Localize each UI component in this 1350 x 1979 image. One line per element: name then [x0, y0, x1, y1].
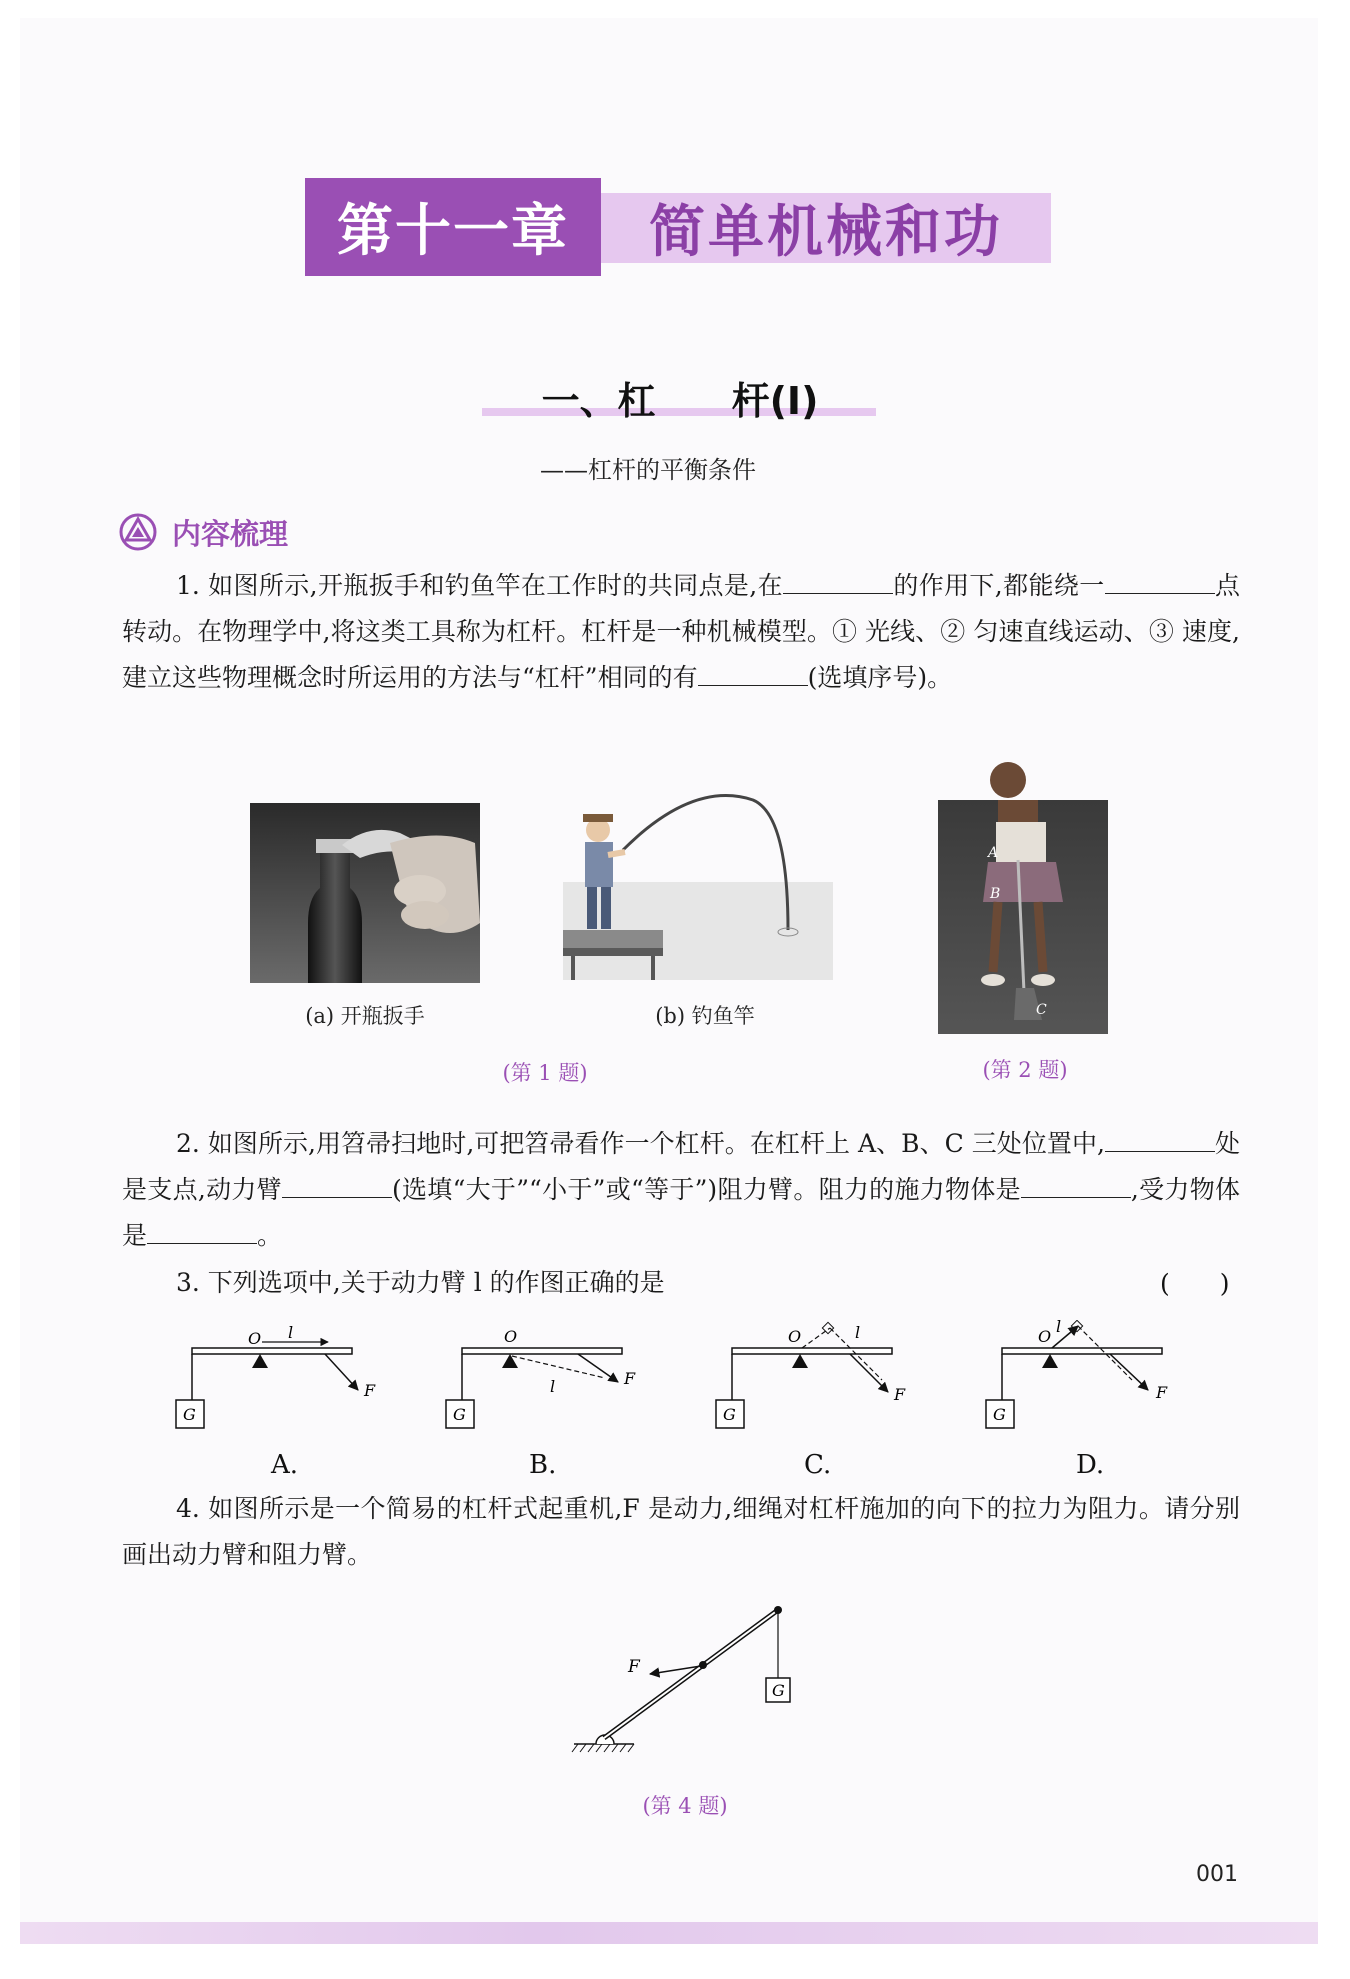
diagram-option-b [446, 1327, 636, 1428]
option-c-label[interactable]: C. [804, 1450, 832, 1480]
q3-text: 3. 下列选项中,关于动力臂 l 的作图正确的是 [176, 1268, 665, 1297]
q1-text-1: 1. 如图所示,开瓶扳手和钓鱼竿在工作时的共同点是,在 [176, 571, 783, 600]
q1-blank-2[interactable] [1105, 571, 1215, 594]
q1-blank-3[interactable] [698, 663, 808, 686]
figure-caption-q4: (第 4 题) [642, 1794, 728, 1818]
chapter-title-box [601, 193, 1051, 263]
triangle-circle-icon [118, 512, 158, 552]
option-a-label[interactable]: A. [271, 1450, 299, 1480]
question-2 [122, 1121, 1240, 1259]
broom-point-a: A [988, 845, 999, 861]
diagram-option-d [986, 1320, 1168, 1428]
label-f: F [364, 1381, 376, 1400]
label-g: G [993, 1405, 1006, 1424]
label-g: G [723, 1405, 736, 1424]
q2-blank-1[interactable] [1105, 1129, 1215, 1152]
label-o: O [504, 1327, 518, 1346]
q2-blank-3[interactable] [1021, 1175, 1131, 1198]
label-o: O [788, 1327, 802, 1346]
q2-text-5: 。 [257, 1221, 283, 1250]
q4-label-g: G [772, 1681, 785, 1700]
label-f: F [894, 1385, 906, 1404]
label-l: l [550, 1377, 556, 1396]
q1-blank-1[interactable] [783, 571, 893, 594]
section-title: 一、杠 杆(Ⅰ) [541, 379, 819, 423]
broom-point-c: C [1036, 1002, 1047, 1018]
content-heading [118, 510, 288, 554]
figure-a-label: (a) 开瓶扳手 [305, 1004, 425, 1028]
figure-caption-q2: (第 2 题) [982, 1058, 1068, 1082]
question-4 [122, 1486, 1240, 1578]
q2-text-2: 处是支点,动力臂 [122, 1129, 1240, 1204]
q2-blank-4[interactable] [147, 1221, 257, 1244]
chapter-number: 第十一章 [337, 199, 569, 264]
label-o: O [1038, 1327, 1052, 1346]
page-number: 001 [1196, 1862, 1238, 1887]
q1-text-3: 点转动。在物理学中,将这类工具称为杠杆。杠杆是一种机械模型。① 光线、② 匀速直线运动、③ 速度,建立这些物理概念时所运用的方法与“杠杆”相同的有 [122, 571, 1240, 692]
diagram-option-c [716, 1322, 906, 1428]
q2-text-3: (选填“大于”“小于”或“等于”)阻力臂。阻力的施力物体是 [391, 1175, 1021, 1204]
figure-caption-q1: (第 1 题) [502, 1061, 588, 1085]
section-subtitle: ——杠杆的平衡条件 [540, 456, 756, 484]
label-f: F [1156, 1383, 1168, 1402]
diagram-option-a [176, 1323, 376, 1428]
q4-label-f: F [628, 1657, 640, 1677]
q1-text-2: 的作用下,都能绕一 [892, 571, 1105, 600]
question-1 [122, 563, 1240, 701]
q3-answer-bracket[interactable]: ( ) [1160, 1269, 1230, 1298]
broom-point-b: B [990, 886, 1001, 902]
q4-text: 4. 如图所示是一个简易的杠杆式起重机,F 是动力,细绳对杠杆施加的向下的拉力为阻力。请分别画出动力臂和阻力臂。 [122, 1494, 1240, 1569]
bottle-opener-photo [250, 803, 480, 983]
figure-b-label: (b) 钓鱼竿 [655, 1004, 755, 1028]
q2-text-1: 2. 如图所示,用笤帚扫地时,可把笤帚看作一个杠杆。在杠杆上 A、B、C 三处位置中, [176, 1129, 1105, 1158]
label-l: l [1056, 1320, 1062, 1336]
chapter-title: 简单机械和功 [649, 200, 1003, 265]
label-l: l [288, 1323, 294, 1342]
label-g: G [183, 1405, 196, 1424]
chapter-number-box [305, 178, 601, 276]
q2-blank-2[interactable] [282, 1175, 392, 1198]
broom-sweeping-photo [938, 752, 1108, 1034]
option-d-label[interactable]: D. [1076, 1450, 1105, 1480]
label-o: O [248, 1329, 262, 1348]
label-l: l [855, 1323, 861, 1342]
q1-text-4: (选填序号)。 [807, 663, 953, 692]
content-heading-text: 内容梳理 [172, 516, 289, 551]
fishing-rod-illustration [563, 780, 833, 980]
label-f: F [624, 1369, 636, 1388]
q2-text-4: ,受力物体是 [122, 1175, 1240, 1250]
q4-crane-diagram [560, 1598, 800, 1758]
option-b-label[interactable]: B. [529, 1450, 557, 1480]
q3-lever-diagrams [170, 1320, 1230, 1450]
question-3 [122, 1260, 1122, 1306]
label-g: G [453, 1405, 466, 1424]
bottom-decor-band [20, 1922, 1318, 1944]
